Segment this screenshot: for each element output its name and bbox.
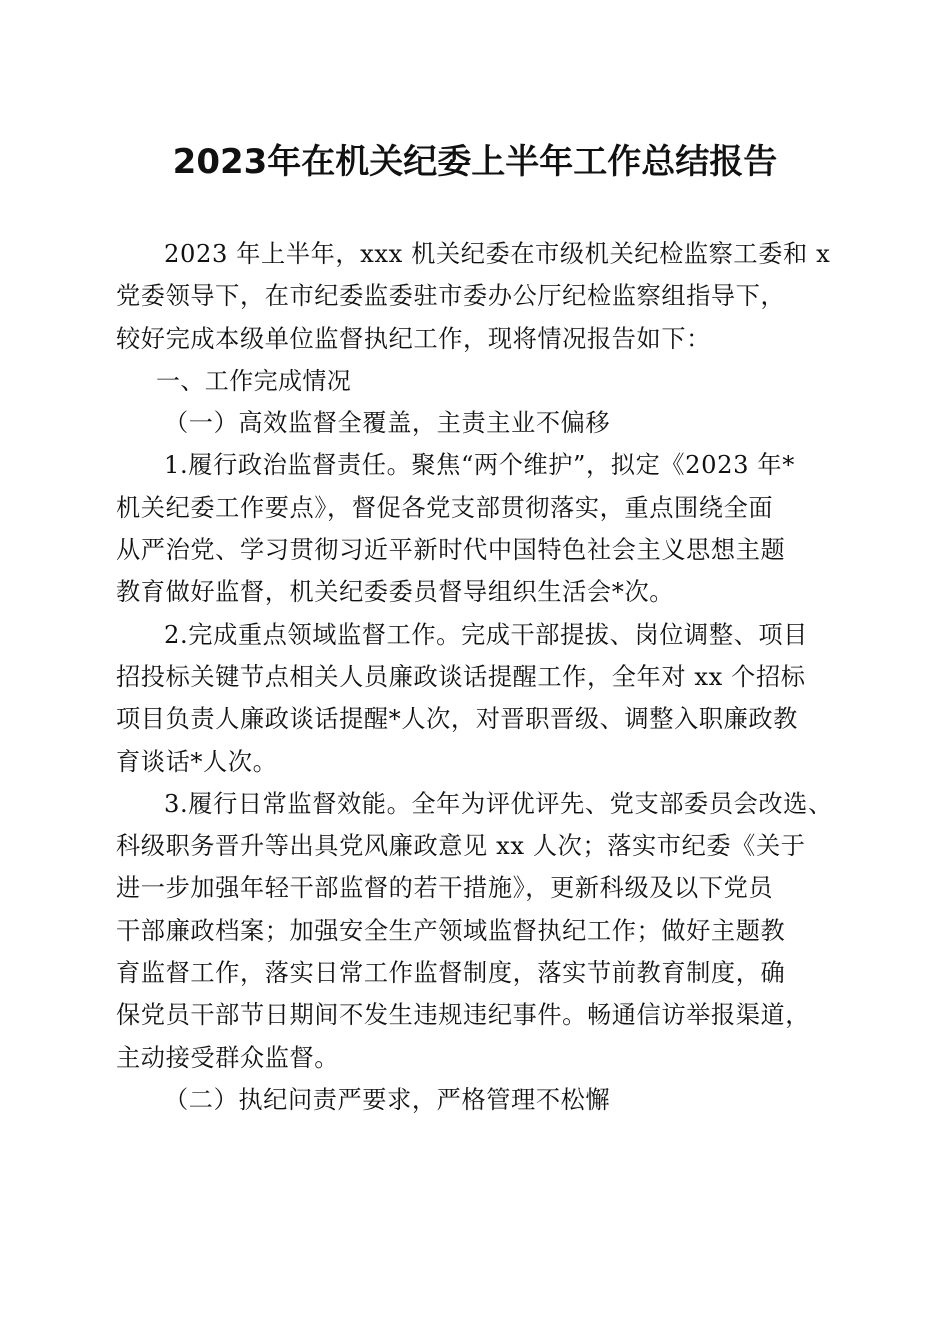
- item-line: 进一步加强年轻干部监督的若干措施》，更新科级及以下党员: [116, 874, 774, 903]
- item-line: 1.履行政治监督责任。聚焦“两个维护”，拟定《2023 年*: [164, 451, 795, 480]
- section-heading: 一、工作完成情况: [156, 366, 352, 395]
- item-line: 育监督工作，落实日常工作监督制度，落实节前教育制度，确: [116, 959, 786, 988]
- item-line: 从严治党、学习贯彻习近平新时代中国特色社会主义思想主题: [116, 536, 786, 565]
- item-line: 科级职务晋升等出具党风廉政意见 xx 人次；落实市纪委《关于: [116, 832, 806, 861]
- document-title: 2023年在机关纪委上半年工作总结报告: [172, 142, 778, 182]
- item-line: 项目负责人廉政谈话提醒*人次，对晋职晋级、调整入职廉政教: [116, 705, 798, 734]
- item-line: 保党员干部节日期间不发生违规违纪事件。畅通信访举报渠道，: [116, 1001, 811, 1030]
- item-line: 机关纪委工作要点》，督促各党支部贯彻落实，重点围绕全面: [116, 493, 774, 522]
- subsection-heading: （一）高效监督全覆盖，主责主业不偏移: [164, 409, 611, 438]
- item-line: 2.完成重点领域监督工作。完成干部提拔、岗位调整、项目: [164, 620, 808, 649]
- item-line: 干部廉政档案；加强安全生产领域监督执纪工作；做好主题教: [116, 916, 786, 945]
- item-line: 3.履行日常监督效能。全年为评优评先、党支部委员会改选、: [164, 789, 833, 818]
- document-body: [116, 233, 832, 1121]
- intro-line: 党委领导下，在市纪委监委驻市委办公厅纪检监察组指导下，: [116, 282, 786, 311]
- item-line: 教育做好监督，机关纪委委员督导组织生活会*次。: [116, 578, 675, 607]
- subsection-heading: （二）执纪问责严要求，严格管理不松懈: [164, 1085, 611, 1114]
- item-line: 育谈话*人次。: [116, 747, 278, 776]
- intro-line: 2023 年上半年，xxx 机关纪委在市级机关纪检监察工委和 x: [164, 240, 831, 268]
- intro-paragraph: [116, 233, 832, 360]
- item-line: 主动接受群众监督。: [116, 1043, 340, 1072]
- intro-line: 较好完成本级单位监督执纪工作，现将情况报告如下：: [116, 324, 711, 353]
- item-paragraph-1: [116, 444, 832, 613]
- item-paragraph-2: [116, 614, 832, 783]
- item-line: 招投标关键节点相关人员廉政谈话提醒工作，全年对 xx 个招标: [116, 662, 806, 691]
- item-paragraph-3: [116, 783, 832, 1079]
